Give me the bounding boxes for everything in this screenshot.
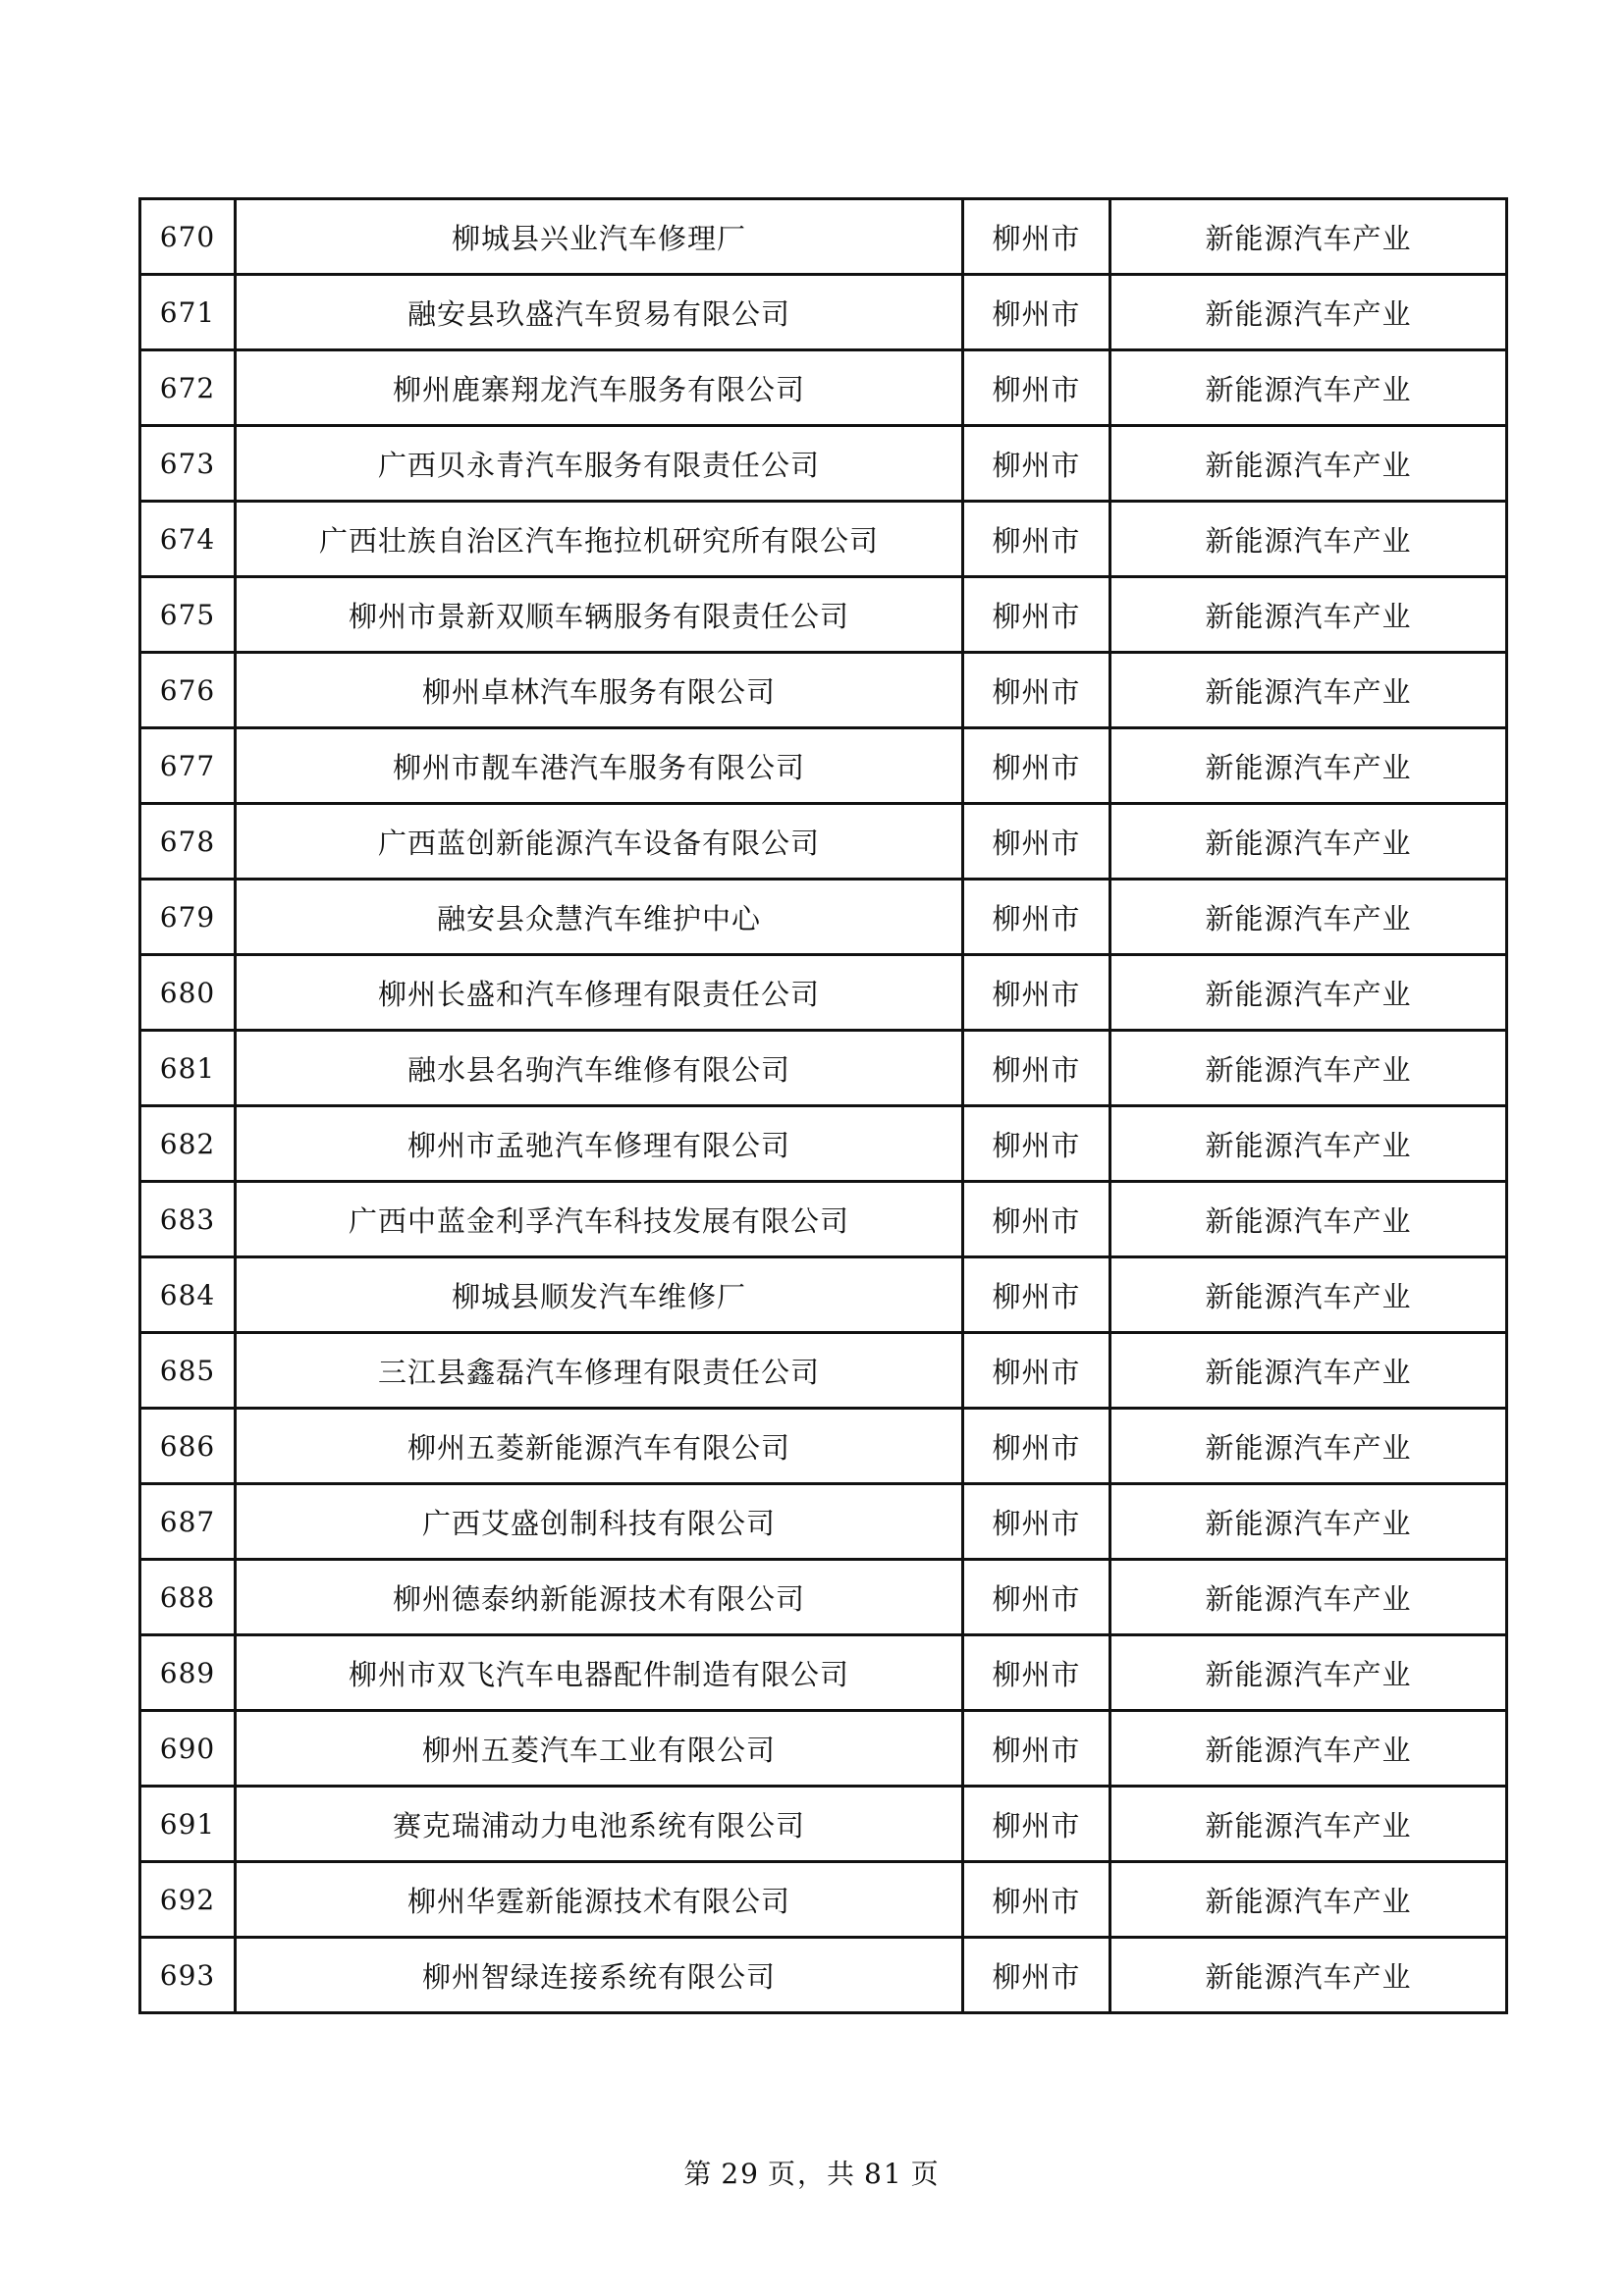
table-row bbox=[140, 1635, 1507, 1711]
table-row bbox=[140, 1484, 1507, 1560]
industry-cell: 新能源汽车产业 bbox=[1110, 577, 1507, 653]
company-name: 广西艾盛创制科技有限公司 bbox=[236, 1484, 963, 1560]
row-number: 692 bbox=[140, 1862, 236, 1938]
row-number: 680 bbox=[140, 955, 236, 1031]
industry-cell: 新能源汽车产业 bbox=[1110, 1787, 1507, 1862]
industry-cell: 新能源汽车产业 bbox=[1110, 1333, 1507, 1409]
industry-cell: 新能源汽车产业 bbox=[1110, 426, 1507, 502]
table-row bbox=[140, 1257, 1507, 1333]
table-row bbox=[140, 1409, 1507, 1484]
industry-cell: 新能源汽车产业 bbox=[1110, 1635, 1507, 1711]
row-number: 684 bbox=[140, 1257, 236, 1333]
table-row bbox=[140, 1560, 1507, 1635]
page-footer bbox=[0, 2153, 1624, 2192]
industry-cell: 新能源汽车产业 bbox=[1110, 1409, 1507, 1484]
city-cell: 柳州市 bbox=[963, 577, 1110, 653]
city-cell: 柳州市 bbox=[963, 1862, 1110, 1938]
city-cell: 柳州市 bbox=[963, 1182, 1110, 1257]
row-number: 682 bbox=[140, 1106, 236, 1182]
city-cell: 柳州市 bbox=[963, 880, 1110, 955]
industry-cell: 新能源汽车产业 bbox=[1110, 1484, 1507, 1560]
company-name: 三江县鑫磊汽车修理有限责任公司 bbox=[236, 1333, 963, 1409]
row-number: 693 bbox=[140, 1938, 236, 2013]
industry-cell: 新能源汽车产业 bbox=[1110, 653, 1507, 728]
city-cell: 柳州市 bbox=[963, 426, 1110, 502]
table-row bbox=[140, 1711, 1507, 1787]
city-cell: 柳州市 bbox=[963, 1711, 1110, 1787]
company-name: 柳州智绿连接系统有限公司 bbox=[236, 1938, 963, 2013]
table-row bbox=[140, 653, 1507, 728]
city-cell: 柳州市 bbox=[963, 1031, 1110, 1106]
table-row bbox=[140, 880, 1507, 955]
city-cell: 柳州市 bbox=[963, 728, 1110, 804]
table-row bbox=[140, 1862, 1507, 1938]
industry-cell: 新能源汽车产业 bbox=[1110, 1106, 1507, 1182]
row-number: 685 bbox=[140, 1333, 236, 1409]
industry-cell: 新能源汽车产业 bbox=[1110, 1257, 1507, 1333]
company-name: 广西贝永青汽车服务有限责任公司 bbox=[236, 426, 963, 502]
company-name: 赛克瑞浦动力电池系统有限公司 bbox=[236, 1787, 963, 1862]
city-cell: 柳州市 bbox=[963, 955, 1110, 1031]
company-name: 柳州市双飞汽车电器配件制造有限公司 bbox=[236, 1635, 963, 1711]
city-cell: 柳州市 bbox=[963, 1938, 1110, 2013]
row-number: 691 bbox=[140, 1787, 236, 1862]
total-pages: 81 bbox=[864, 2158, 903, 2190]
company-name: 柳州五菱汽车工业有限公司 bbox=[236, 1711, 963, 1787]
row-number: 673 bbox=[140, 426, 236, 502]
footer-mid: 页，共 bbox=[767, 2158, 856, 2190]
row-number: 676 bbox=[140, 653, 236, 728]
industry-cell: 新能源汽车产业 bbox=[1110, 275, 1507, 350]
row-number: 687 bbox=[140, 1484, 236, 1560]
company-name: 柳州五菱新能源汽车有限公司 bbox=[236, 1409, 963, 1484]
city-cell: 柳州市 bbox=[963, 1635, 1110, 1711]
row-number: 686 bbox=[140, 1409, 236, 1484]
industry-cell: 新能源汽车产业 bbox=[1110, 1182, 1507, 1257]
industry-cell: 新能源汽车产业 bbox=[1110, 1031, 1507, 1106]
company-table bbox=[138, 197, 1508, 2014]
industry-cell: 新能源汽车产业 bbox=[1110, 880, 1507, 955]
industry-cell: 新能源汽车产业 bbox=[1110, 1938, 1507, 2013]
row-number: 683 bbox=[140, 1182, 236, 1257]
table-row bbox=[140, 275, 1507, 350]
row-number: 672 bbox=[140, 350, 236, 426]
table-row bbox=[140, 955, 1507, 1031]
table-row bbox=[140, 577, 1507, 653]
row-number: 671 bbox=[140, 275, 236, 350]
industry-cell: 新能源汽车产业 bbox=[1110, 350, 1507, 426]
city-cell: 柳州市 bbox=[963, 275, 1110, 350]
table-row bbox=[140, 1333, 1507, 1409]
city-cell: 柳州市 bbox=[963, 350, 1110, 426]
table-row bbox=[140, 199, 1507, 275]
company-name: 柳城县兴业汽车修理厂 bbox=[236, 199, 963, 275]
industry-cell: 新能源汽车产业 bbox=[1110, 804, 1507, 880]
row-number: 690 bbox=[140, 1711, 236, 1787]
company-name: 柳州市孟驰汽车修理有限公司 bbox=[236, 1106, 963, 1182]
city-cell: 柳州市 bbox=[963, 1333, 1110, 1409]
industry-cell: 新能源汽车产业 bbox=[1110, 1560, 1507, 1635]
industry-cell: 新能源汽车产业 bbox=[1110, 1711, 1507, 1787]
company-name: 广西中蓝金利孚汽车科技发展有限公司 bbox=[236, 1182, 963, 1257]
row-number: 677 bbox=[140, 728, 236, 804]
city-cell: 柳州市 bbox=[963, 1787, 1110, 1862]
company-name: 柳城县顺发汽车维修厂 bbox=[236, 1257, 963, 1333]
company-name: 柳州市景新双顺车辆服务有限责任公司 bbox=[236, 577, 963, 653]
table-row bbox=[140, 426, 1507, 502]
industry-cell: 新能源汽车产业 bbox=[1110, 502, 1507, 577]
company-name: 柳州华霆新能源技术有限公司 bbox=[236, 1862, 963, 1938]
table-row bbox=[140, 804, 1507, 880]
row-number: 681 bbox=[140, 1031, 236, 1106]
company-name: 融水县名驹汽车维修有限公司 bbox=[236, 1031, 963, 1106]
table-row bbox=[140, 1031, 1507, 1106]
city-cell: 柳州市 bbox=[963, 1106, 1110, 1182]
company-name: 柳州德泰纳新能源技术有限公司 bbox=[236, 1560, 963, 1635]
table-row bbox=[140, 502, 1507, 577]
table-row bbox=[140, 350, 1507, 426]
city-cell: 柳州市 bbox=[963, 1560, 1110, 1635]
city-cell: 柳州市 bbox=[963, 653, 1110, 728]
company-name: 融安县众慧汽车维护中心 bbox=[236, 880, 963, 955]
table-row bbox=[140, 1787, 1507, 1862]
city-cell: 柳州市 bbox=[963, 502, 1110, 577]
company-name: 柳州市靓车港汽车服务有限公司 bbox=[236, 728, 963, 804]
industry-cell: 新能源汽车产业 bbox=[1110, 1862, 1507, 1938]
city-cell: 柳州市 bbox=[963, 1409, 1110, 1484]
row-number: 674 bbox=[140, 502, 236, 577]
company-name: 柳州长盛和汽车修理有限责任公司 bbox=[236, 955, 963, 1031]
city-cell: 柳州市 bbox=[963, 1257, 1110, 1333]
row-number: 670 bbox=[140, 199, 236, 275]
industry-cell: 新能源汽车产业 bbox=[1110, 728, 1507, 804]
row-number: 679 bbox=[140, 880, 236, 955]
row-number: 678 bbox=[140, 804, 236, 880]
company-name: 广西壮族自治区汽车拖拉机研究所有限公司 bbox=[236, 502, 963, 577]
footer-suffix: 页 bbox=[910, 2158, 941, 2190]
row-number: 688 bbox=[140, 1560, 236, 1635]
company-name: 柳州鹿寨翔龙汽车服务有限公司 bbox=[236, 350, 963, 426]
industry-cell: 新能源汽车产业 bbox=[1110, 955, 1507, 1031]
table-row bbox=[140, 1182, 1507, 1257]
city-cell: 柳州市 bbox=[963, 804, 1110, 880]
footer-prefix: 第 bbox=[683, 2158, 714, 2190]
table-row bbox=[140, 728, 1507, 804]
row-number: 675 bbox=[140, 577, 236, 653]
industry-cell: 新能源汽车产业 bbox=[1110, 199, 1507, 275]
current-page: 29 bbox=[721, 2158, 760, 2190]
table-row bbox=[140, 1938, 1507, 2013]
city-cell: 柳州市 bbox=[963, 199, 1110, 275]
company-name: 广西蓝创新能源汽车设备有限公司 bbox=[236, 804, 963, 880]
city-cell: 柳州市 bbox=[963, 1484, 1110, 1560]
table-row bbox=[140, 1106, 1507, 1182]
row-number: 689 bbox=[140, 1635, 236, 1711]
company-name: 柳州卓林汽车服务有限公司 bbox=[236, 653, 963, 728]
company-name: 融安县玖盛汽车贸易有限公司 bbox=[236, 275, 963, 350]
